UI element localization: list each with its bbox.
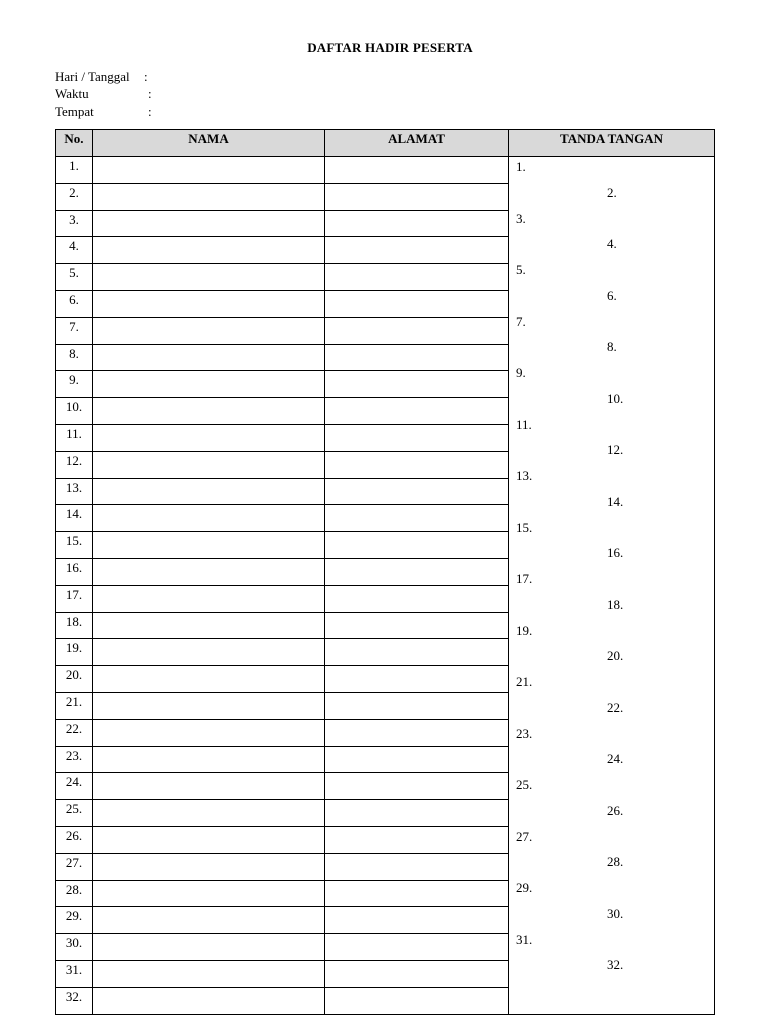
nama-cell[interactable] [93,907,325,934]
nama-cell[interactable] [93,290,325,317]
signature-number: 28. [607,854,624,870]
signature-number: 22. [607,699,624,715]
signature-number: 23. [516,725,533,741]
row-number: 17. [56,585,93,612]
meta-time-row [55,86,152,102]
signature-number: 27. [516,828,533,844]
nama-cell[interactable] [93,157,325,184]
signature-number: 8. [607,339,617,355]
row-number: 29. [56,907,93,934]
alamat-cell[interactable] [325,826,509,853]
signature-number: 5. [516,262,526,277]
table-row [56,157,715,184]
alamat-cell[interactable] [325,639,509,666]
nama-cell[interactable] [93,960,325,987]
signature-column[interactable] [509,157,715,1015]
alamat-cell[interactable] [325,558,509,585]
nama-cell[interactable] [93,183,325,210]
nama-cell[interactable] [93,424,325,451]
signature-number: 3. [516,210,526,226]
nama-cell[interactable] [93,987,325,1014]
alamat-cell[interactable] [325,800,509,827]
signature-number: 17. [516,571,533,586]
nama-cell[interactable] [93,826,325,853]
row-number: 22. [56,719,93,746]
signature-number: 25. [516,777,533,792]
header-tanda-tangan: TANDA TANGAN [509,130,715,157]
row-number: 16. [56,558,93,585]
row-number: 19. [56,639,93,666]
signature-number: 1. [516,159,526,174]
signature-number: 20. [607,648,624,664]
meta-place-row [55,104,152,120]
alamat-cell[interactable] [325,451,509,478]
signature-number: 18. [607,596,624,612]
row-number: 7. [56,317,93,344]
signature-number: 29. [516,880,533,895]
meta-date-row [55,69,148,85]
signature-number: 13. [516,468,533,483]
alamat-cell[interactable] [325,692,509,719]
row-number: 23. [56,746,93,773]
nama-cell[interactable] [93,371,325,398]
alamat-cell[interactable] [325,290,509,317]
row-number: 6. [56,290,93,317]
row-number: 21. [56,692,93,719]
place-label: Tempat [55,104,94,119]
nama-cell[interactable] [93,746,325,773]
signature-number: 2. [607,184,617,200]
alamat-cell[interactable] [325,478,509,505]
row-number: 27. [56,853,93,880]
alamat-cell[interactable] [325,880,509,907]
attendance-table [55,129,715,1015]
row-number: 5. [56,264,93,291]
alamat-cell[interactable] [325,987,509,1014]
table-header-row [56,130,715,157]
row-number: 12. [56,451,93,478]
alamat-cell[interactable] [325,853,509,880]
row-number: 32. [56,987,93,1014]
alamat-cell[interactable] [325,907,509,934]
row-number: 24. [56,773,93,800]
alamat-cell[interactable] [325,264,509,291]
signature-number: 21. [516,674,533,689]
alamat-cell[interactable] [325,157,509,184]
nama-cell[interactable] [93,210,325,237]
signature-number: 24. [607,751,624,767]
header-alamat: ALAMAT [325,130,509,157]
signature-number: 30. [607,905,624,921]
nama-cell[interactable] [93,612,325,639]
signature-number: 32. [607,957,624,973]
nama-cell[interactable] [93,880,325,907]
nama-cell[interactable] [93,237,325,264]
nama-cell[interactable] [93,478,325,505]
alamat-cell[interactable] [325,666,509,693]
nama-cell[interactable] [93,585,325,612]
table-body [56,157,715,1015]
alamat-cell[interactable] [325,773,509,800]
nama-cell[interactable] [93,853,325,880]
signature-number: 7. [516,313,526,329]
date-colon: : [144,69,148,84]
nama-cell[interactable] [93,398,325,425]
nama-cell[interactable] [93,934,325,961]
alamat-cell[interactable] [325,371,509,398]
header-nama: NAMA [93,130,325,157]
nama-cell[interactable] [93,532,325,559]
signature-number: 9. [516,365,526,380]
signature-number: 6. [607,287,617,303]
signature-number: 31. [516,931,533,947]
row-number: 2. [56,183,93,210]
row-number: 9. [56,371,93,398]
alamat-cell[interactable] [325,317,509,344]
row-number: 11. [56,424,93,451]
alamat-cell[interactable] [325,183,509,210]
row-number: 31. [56,960,93,987]
row-number: 4. [56,237,93,264]
signature-number: 26. [607,802,624,818]
alamat-cell[interactable] [325,505,509,532]
alamat-cell[interactable] [325,934,509,961]
alamat-cell[interactable] [325,344,509,371]
nama-cell[interactable] [93,719,325,746]
signature-number: 10. [607,390,624,406]
row-number: 28. [56,880,93,907]
row-number: 20. [56,666,93,693]
row-number: 8. [56,344,93,371]
nama-cell[interactable] [93,773,325,800]
nama-cell[interactable] [93,800,325,827]
row-number: 3. [56,210,93,237]
alamat-cell[interactable] [325,532,509,559]
alamat-cell[interactable] [325,960,509,987]
row-number: 15. [56,532,93,559]
signature-number: 11. [516,416,532,432]
nama-cell[interactable] [93,558,325,585]
nama-cell[interactable] [93,344,325,371]
alamat-cell[interactable] [325,424,509,451]
signature-number: 16. [607,545,624,561]
time-label: Waktu [55,86,89,101]
nama-cell[interactable] [93,692,325,719]
time-colon: : [148,86,152,101]
row-number: 30. [56,934,93,961]
nama-cell[interactable] [93,451,325,478]
row-number: 14. [56,505,93,532]
nama-cell[interactable] [93,264,325,291]
row-number: 13. [56,478,93,505]
signature-number: 4. [607,236,617,252]
row-number: 26. [56,826,93,853]
place-colon: : [148,104,152,119]
alamat-cell[interactable] [325,398,509,425]
nama-cell[interactable] [93,639,325,666]
alamat-cell[interactable] [325,237,509,264]
alamat-cell[interactable] [325,210,509,237]
row-number: 1. [56,157,93,184]
row-number: 18. [56,612,93,639]
signature-number: 15. [516,519,533,535]
page-title: DAFTAR HADIR PESERTA [307,40,473,55]
row-number: 25. [56,800,93,827]
header-no: No. [56,130,93,157]
alamat-cell[interactable] [325,612,509,639]
nama-cell[interactable] [93,317,325,344]
alamat-cell[interactable] [325,585,509,612]
row-number: 10. [56,398,93,425]
signature-number: 12. [607,442,624,458]
nama-cell[interactable] [93,666,325,693]
alamat-cell[interactable] [325,746,509,773]
nama-cell[interactable] [93,505,325,532]
signature-number: 14. [607,493,624,509]
signature-number: 19. [516,622,533,638]
date-label: Hari / Tanggal [55,69,130,84]
alamat-cell[interactable] [325,719,509,746]
